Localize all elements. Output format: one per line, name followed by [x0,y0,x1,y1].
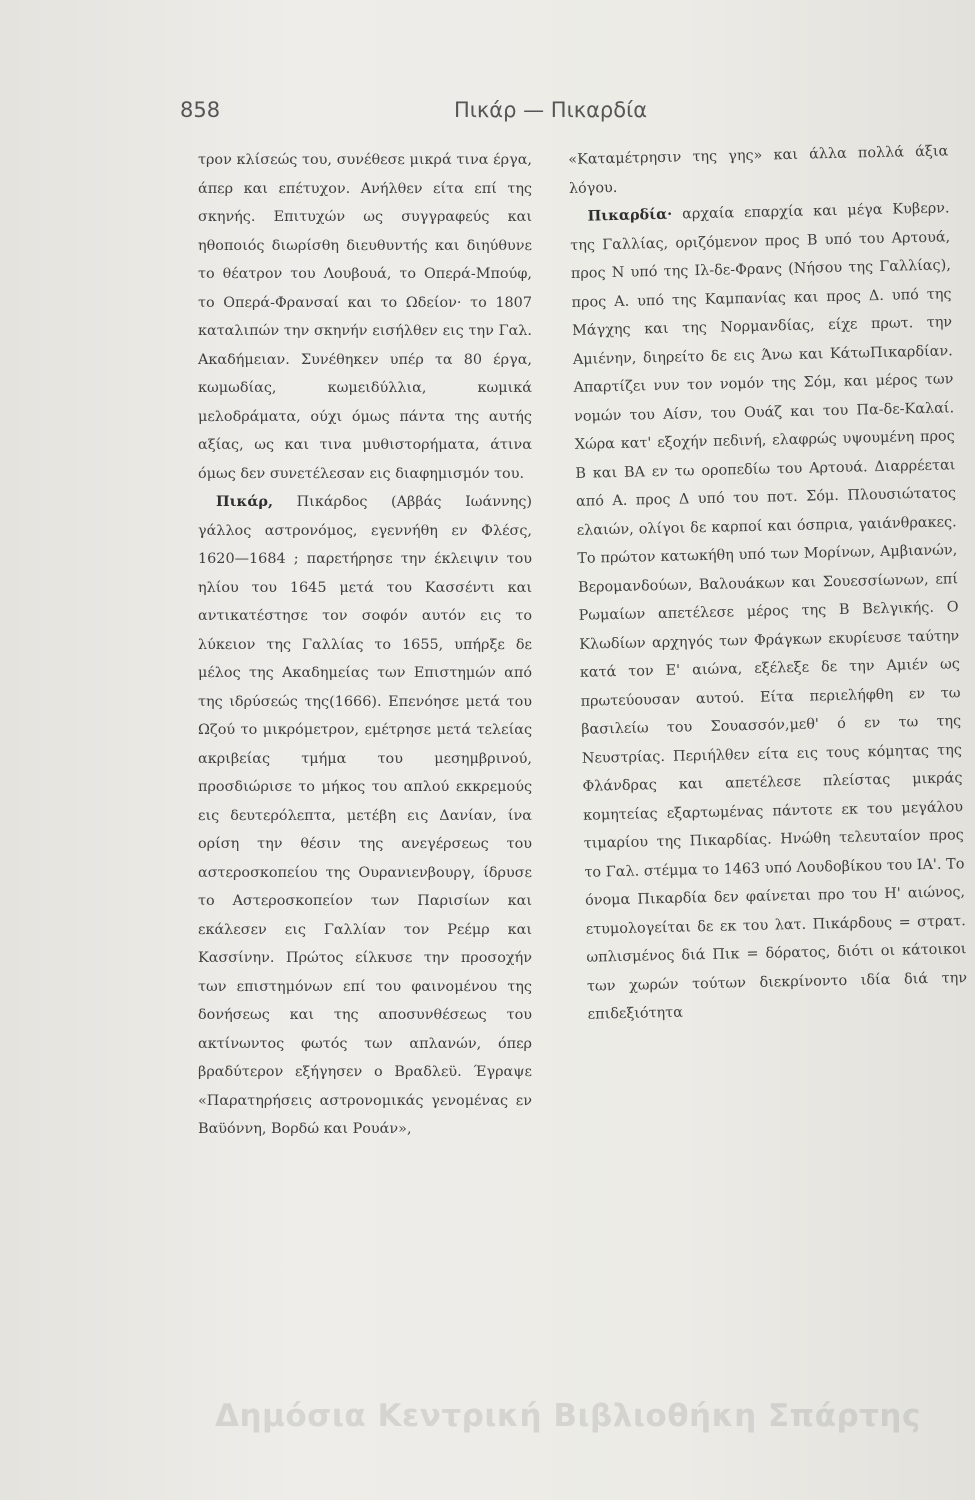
entry-pikar-text: Πικάρδος (Αββάς Ιωάννης) γάλλος αστρονόμος, εγεννήθη εν Φλέσς, 1620—1684 ; παρετήρησε την έκλειψιν του ηλίου του 1645 μετά του Κασσέντι και αντικατέστησε τον σοφόν αυτόν εις το λύκειον της Γαλλίας το 1655, υπήρξε δε μέλος της Ακαδημείας των Επιστημών από της ιδρύσεώς της(1666). Επενόησε μετά του Ωζού το μικρόμετρον, εμέτρησε μετά τελείας ακριβείας τμήμα του μεσημβρινού, προσδιώρισε το μήκος του απλού εκκρεμούς εις δευτερόλεπτα, μετέβη εις Δανίαν, ίνα ορίση την θέσιν της ανεγέρσεως του αστεροσκοπείου της Ουρανιενβουργ, ίδρυσε το Αστεροσκοπείον των Παρισίων και εκάλεσεν εις Γαλλίαν τον Ρεέμρ και Κασσίνην. Πρώτος είλκυσε την προσοχήν των επιστημόνων επί του φαινομένου της δονήσεως και της αποσυνθέσεως του ακτίνωντος φωτός των απλανών, όπερ βραδύτερον εξήγησεν ο Βραδλεϋ. Έγραψε «Παρατηρήσεις αστρονομικάς γενομένας εν Βαϋόννη, Βορδώ και Ρουάν», [198,494,532,1137]
page-number: 858 [180,98,221,122]
entry-pikardia-text: αρχαία επαρχία και μέγα Κυβερν. της Γαλλίας, οριζόμενον προς Β υπό του Αρτουά, προς Ν υπό της Ιλ-δε-Φρανς (Νήσου της Γαλλίας), προς Α. υπό της Καμπανίας και προς Δ. υπό της Μάγχης και της Νορμανδίας, είχε πρωτ. την Αμιένην, διηρείτο δε εις Άνω και ΚάτωΠικαρδίαν. Απαρτίζει νυν τον νομόν της Σόμ, και μέρος των νομών του Αίσν, του Ουάζ και του Πα-δε-Καλαί. Χώρα κατ' εξοχήν πεδινή, ελαφρώς υψουμένη προς Β και ΒΑ εν τω οροπεδίω του Αρτουά. Διαρρέεται από Α. προς Δ υπό του ποτ. Σόμ. Πλουσιώτατος ελαιών, ολίγοι δε καρποί και όσπρια, γαιάνθρακες. Το πρώτον κατωκήθη υπό των Μορίνων, Αμβιανών, Βερομανδούων, Βαλουάκων και Σουεσσίωνων, επί Ρωμαίων απετέλεσε μέρος της Β Βελγικής. Ο Κλωδίων αρχηγός των Φράγκων εκυρίευσε ταύτην κατά τον Ε' αιώνα, εξέλεξε δε την Αμιέν ως πρωτεύουσαν αυτού. Είτα περιελήφθη εν τω βασιλείω του Σουασσόν,μεθ' ό εν τω της Νευστρίας. Περιήλθεν είτα εις τους κόμητας της Φλάνδρας και απετέλεσε πλείστας μικράς κομητείας εξαρτωμένας πάντοτε εκ του μεγάλου τιμαρίου της Πικαρδίας. Ηνώθη τελευταίον προς το Γαλ. στέμμα το 1463 υπό Λουδοβίκου του ΙΑ'. Το όνομα Πικαρδία δεν φαίνεται προ του Η' αιώνος, ετυμολογείται δε εκ του λατ. Πικάρδους = στρατ. ωπλισμένος διά Πικ = δόρατος, διότι οι κάτοικοι των χωρών τούτων διεκρίνοντο ιδία διά την επιδεξιότητα [570,200,968,1023]
paragraph-continuation-right: «Καταμέτρησιν της γης» και άλλα πολλά άξια λόγου. [568,143,949,197]
headword-pikardia: Πικαρδία· [587,205,673,225]
entry-pikar [198,488,532,1144]
page-header [180,98,820,132]
paragraph-continuation: τρον κλίσεώς του, συνέθεσε μικρά τινα έργα, άπερ και επέτυχον. Ανήλθεν είτα επί της σκηνής. Επιτυχών ως συγγραφεύς και ηθοποιός διωρίσθη διευθυντής και διηύθυνε το θέατρον του Λουβουά, το Οπερά-Μπούφ, το Οπερά-Φρανσαί και το Ωδείον· το 1807 καταλιπών την σκηνήν εισήλθεν εις την Γαλ. Ακαδήμειαν. Συνέθηκεν υπέρ τα 80 έργα, κωμωδίας, κωμειδύλλια, κωμικά μελοδράματα, ούχι όμως πάντα της αυτής αξίας, ως και τινα μυθιστορήματα, άτινα όμως δεν συνετέλεσαν εις διαφημισμόν του. [198,152,532,482]
left-column [198,146,532,1144]
entry-pikardia [569,194,968,1029]
running-head: Πικάρ — Πικαρδία [454,98,648,122]
library-watermark: Δημόσια Κεντρική Βιβλιοθήκη Σπάρτης [215,1398,921,1434]
headword-pikar: Πικάρ, [216,493,273,510]
right-column [568,137,968,1029]
